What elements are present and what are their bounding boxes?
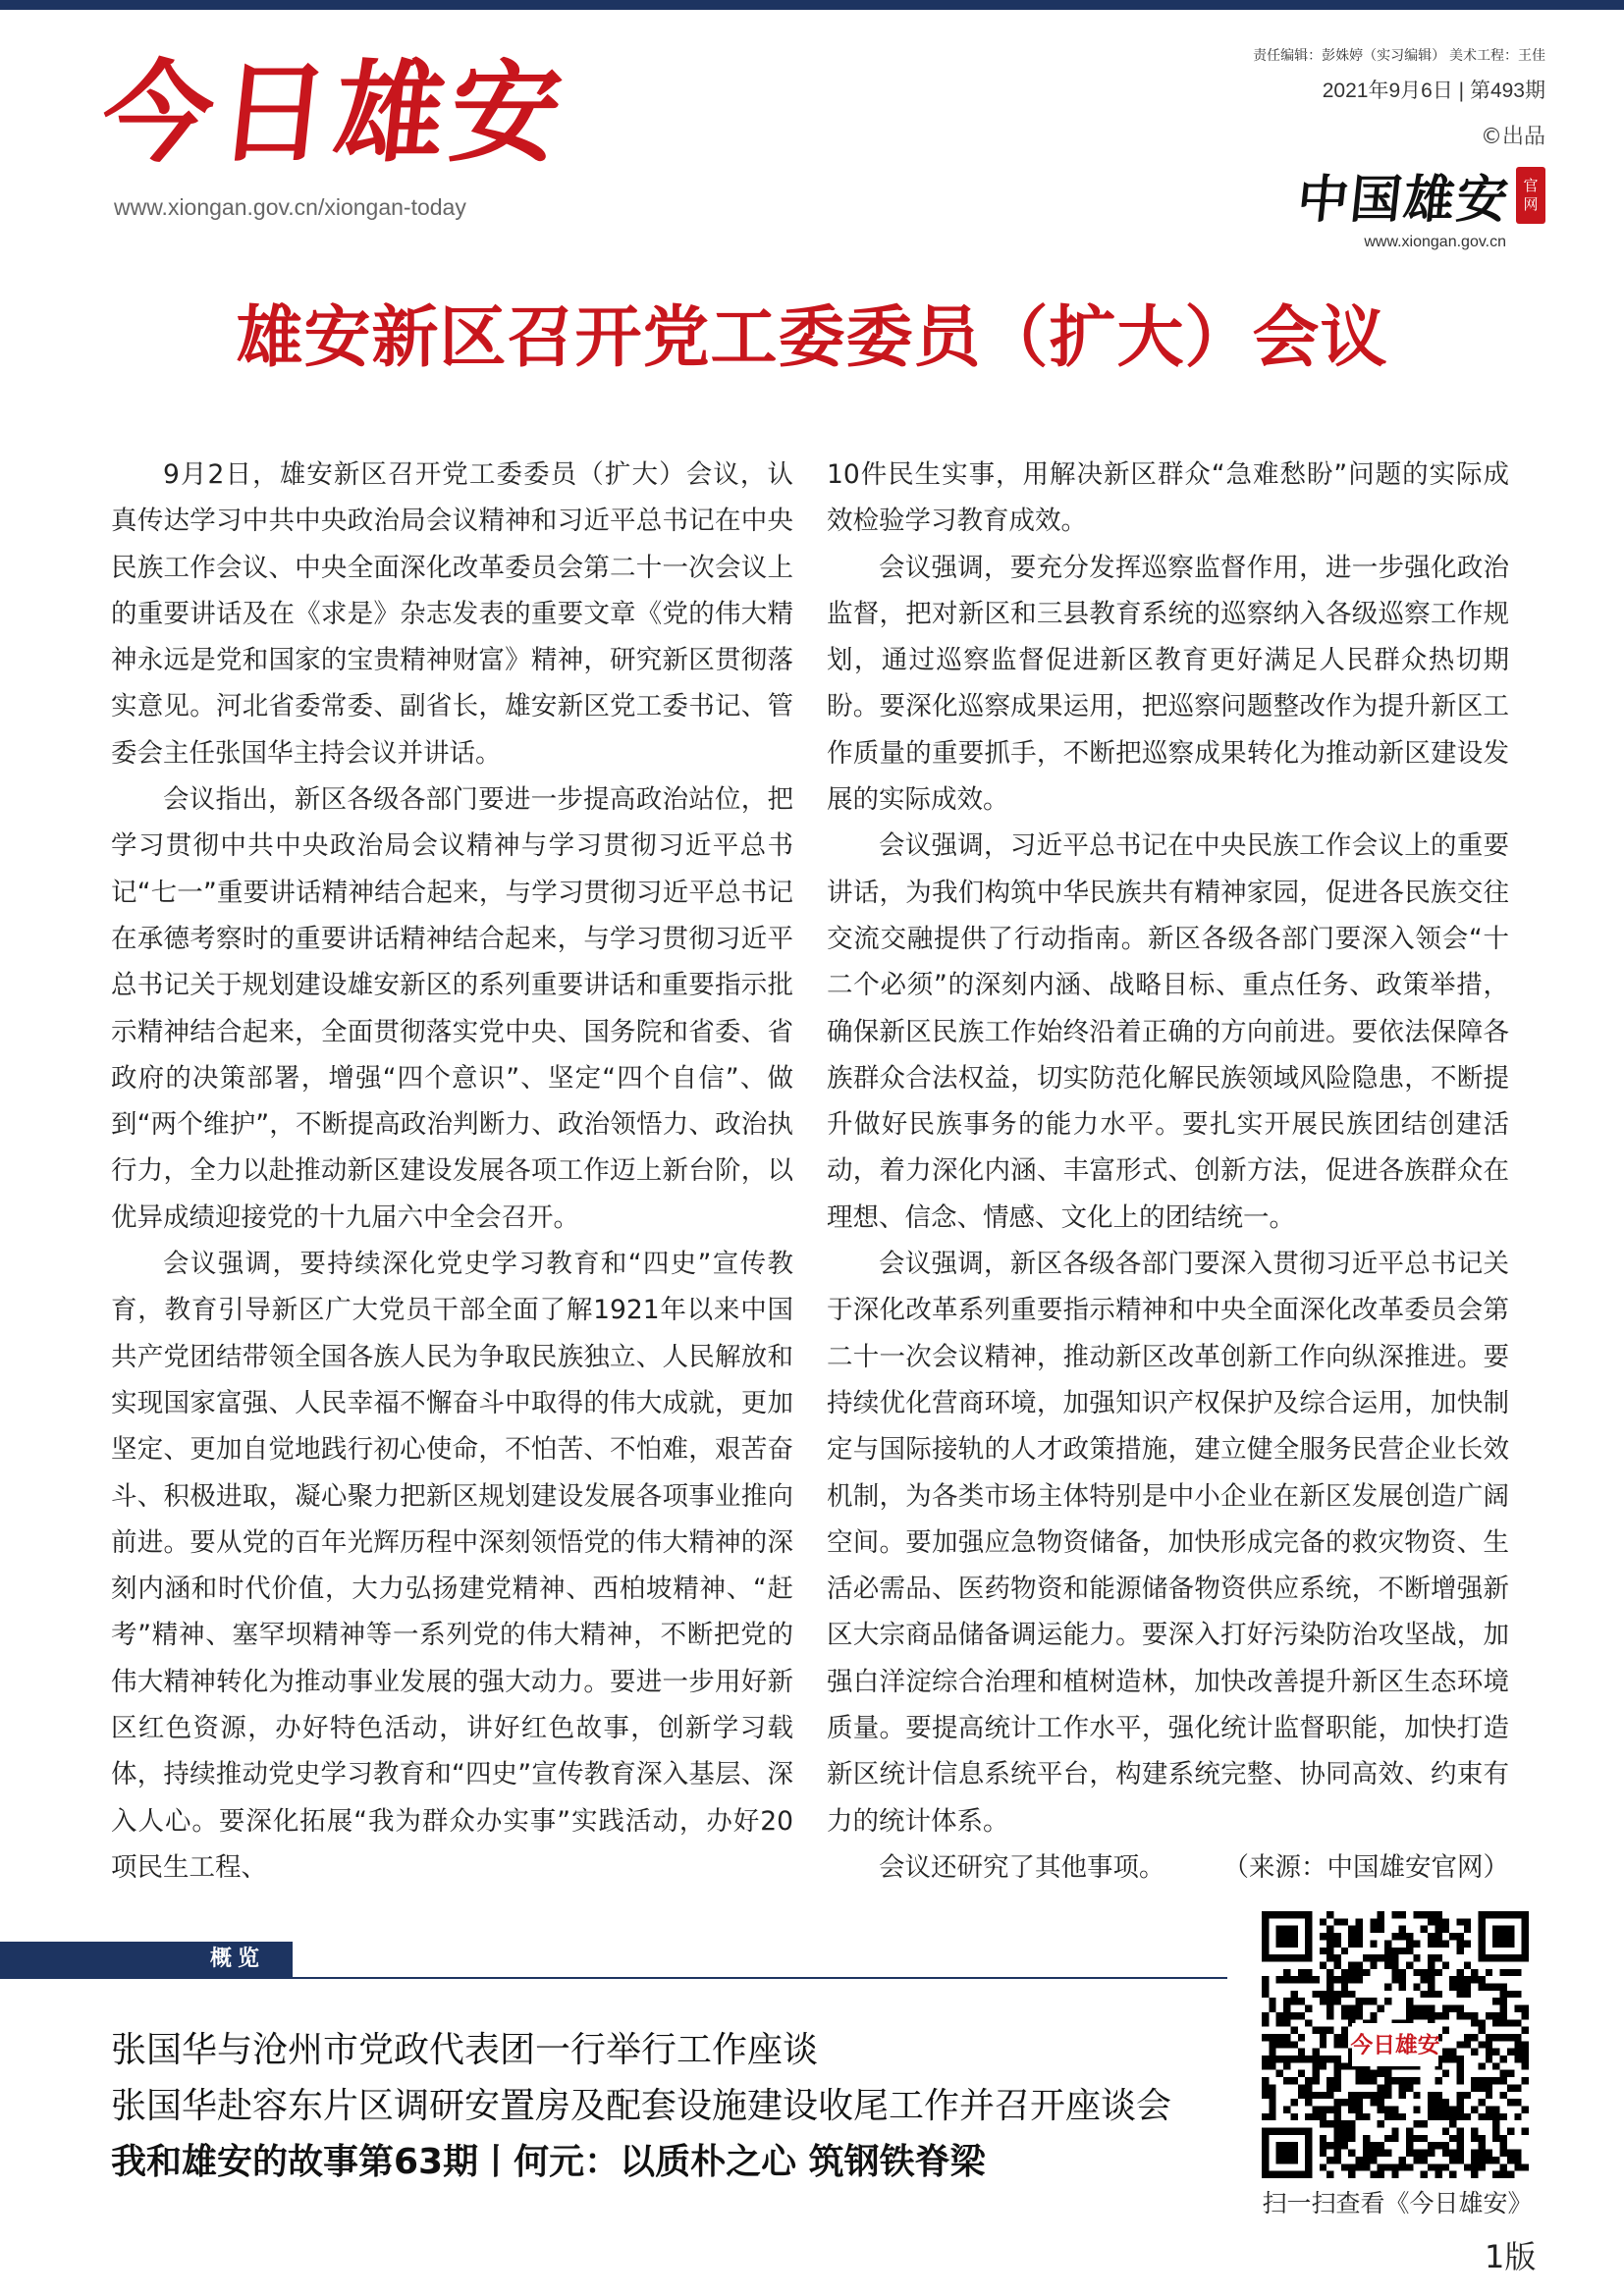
paragraph: 会议强调，要持续深化党史学习教育和“四史”宣传教育，教育引导新区广大党员干部全面了解1921年以来中国共产党团结带领全国各族人民为争取民族独立、人民解放和实现国家富强、人民幸福不懈奋斗中取得的伟大成就，更加坚定、更加自觉地践行初心使命，不怕苦、不怕难，艰苦奋斗、积极进取，凝心聚力把新区规划建设发展各项事业推向前进。要从党的百年光辉历程中深刻领悟党的伟大精神的深刻内涵和时代价值，大力弘扬建党精神、西柏坡精神、“赶考”精神、塞罕坝精神等一系列党的伟大精神，不断把党的伟大精神转化为推动事业发展的强大动力。要进一步用好新区红色资源，办好特色活动，讲好红色故事，创新学习载体，持续推动党史学习教育和“四史”宣传教育深入基层、深入人心。要深化拓展“我为群众办实事”实践活动，办好20项民生工程、 (111, 1249, 793, 1883)
overview-item[interactable]: 张国华与沧州市党政代表团一行举行工作座谈 (111, 2030, 819, 2070)
producer-credit: ©出品 (1480, 125, 1545, 149)
qr-code[interactable] (1262, 1911, 1529, 2178)
paragraph: 会议强调，新区各级各部门要深入贯彻习近平总书记关于深化改革系列重要指示精神和中央全面深化改革委员会第二十一次会议精神，推动新区改革创新工作向纵深推进。要持续优化营商环境，加强知识产权保护及综合运用，加快制定与国际接轨的人才政策措施，建立健全服务民营企业长效机制，为各类市场主体特别是中小企业在新区发展创造广阔空间。要加强应急物资储备，加快形成完备的救灾物资、生活必需品、医药物资和能源储备物资供应系统，不断增强新区大宗商品储备调运能力。要深入打好污染防治攻坚战，加强白洋淀综合治理和植树造林，加快改善提升新区生态环境质量。要提高统计工作水平，强化统计监督职能，加快打造新区统计信息系统平台，构建系统完整、协同高效、约束有力的统计体系。 (827, 1249, 1509, 1837)
overview-item[interactable]: 张国华赴容东片区调研安置房及配套设施建设收尾工作并召开座谈会 (111, 2086, 1172, 2126)
top-color-bar (0, 0, 1624, 10)
issue-meta (1253, 45, 1545, 104)
issue-date: 2021年9月6日 | 第493期 (1322, 80, 1545, 102)
paragraph: 会议指出，新区各级各部门要进一步提高政治站位，把学习贯彻中共中央政治局会议精神与学习贯彻习近平总书记“七一”重要讲话精神结合起来，与学习贯彻习近平总书记在承德考察时的重要讲话精神结合起来，与学习贯彻习近平总书记关于规划建设雄安新区的系列重要讲话和重要指示批示精神结合起来，全面贯彻落实党中央、国务院和省委、省政府的决策部署，增强“四个意识”、坚定“四个自信”、做到“两个维护”，不断提高政治判断力、政治领悟力、政治执行力，全力以赴推动新区建设发展各项工作迈上新台阶，以优异成绩迎接党的十九届六中全会召开。 (111, 784, 793, 1233)
article-column-left (111, 452, 793, 1891)
paragraph: 9月2日，雄安新区召开党工委委员（扩大）会议，认真传达学习中共中央政治局会议精神和习近平总书记在中央民族工作会议、中央全面深化改革委员会第二十一次会议上的重要讲话及在《求是》杂志发表的重要文章《党的伟大精神永远是党和国家的宝贵精神财富》精神，研究新区贯彻落实意见。河北省委常委、副省长，雄安新区党工委书记、管委会主任张国华主持会议并讲话。 (111, 459, 793, 769)
qr-finder-top-right (1479, 1911, 1529, 1961)
overview-label: 概览 (0, 1942, 293, 1977)
qr-finder-bottom-left (1262, 2128, 1312, 2178)
overview-divider (0, 1977, 1227, 1979)
masthead-logo: 今日雄安 (96, 49, 573, 178)
page-number: 1版 (1485, 2238, 1537, 2275)
source-credit: （来源：中国雄安官网） (1222, 1851, 1509, 1883)
overview-item[interactable]: 我和雄安的故事第63期丨何元：以质朴之心 筑钢铁脊梁 (111, 2142, 986, 2182)
producer-block (1294, 120, 1545, 251)
editors-credit: 责任编辑：彭姝婷（实习编辑） 美术工程：王佳 (1253, 47, 1545, 63)
paragraph: 10件民生实事，用解决新区群众“急难愁盼”问题的实际成效检验学习教育成效。 (827, 459, 1509, 537)
qr-badge: 今日雄安 (1350, 2033, 1440, 2059)
producer-seal-icon: 官 网 (1516, 167, 1545, 224)
masthead-url[interactable]: www.xiongan.gov.cn/xiongan-today (114, 194, 466, 220)
qr-finder-top-left (1262, 1911, 1312, 1961)
paragraph: 会议强调，习近平总书记在中央民族工作会议上的重要讲话，为我们构筑中华民族共有精神家园，促进各民族交往交流交融提供了行动指南。新区各级各部门要深入领会“十二个必须”的深刻内涵、战略目标、重点任务、政策举措，确保新区民族工作始终沿着正确的方向前进。要依法保障各族群众合法权益，切实防范化解民族领域风险隐患，不断提升做好民族事务的能力水平。要扎实开展民族团结创建活动，着力深化内涵、丰富形式、创新方法，促进各族群众在理想、信念、情感、文化上的团结统一。 (827, 830, 1509, 1233)
producer-logo (1294, 158, 1545, 232)
article-column-right (827, 452, 1509, 1891)
paragraph-closing (827, 1844, 1509, 1891)
qr-caption: 扫一扫查看《今日雄安》 (1262, 2189, 1533, 2217)
producer-name: 中国雄安 (1294, 170, 1513, 230)
overview-list (111, 2022, 1171, 2190)
headline: 雄安新区召开党工委委员（扩大）会议 (236, 298, 1388, 377)
closing-text: 会议还研究了其他事项。 (879, 1851, 1165, 1883)
paragraph: 会议强调，要充分发挥巡察监督作用，进一步强化政治监督，把对新区和三县教育系统的巡察纳入各级巡察工作规划，通过巡察监督促进新区教育更好满足人民群众热切期盼。要深化巡察成果运用，把巡察问题整改作为提升新区工作质量的重要抓手，不断把巡察成果转化为推动新区建设发展的实际成效。 (827, 552, 1509, 816)
producer-site[interactable]: www.xiongan.gov.cn (1364, 234, 1506, 250)
